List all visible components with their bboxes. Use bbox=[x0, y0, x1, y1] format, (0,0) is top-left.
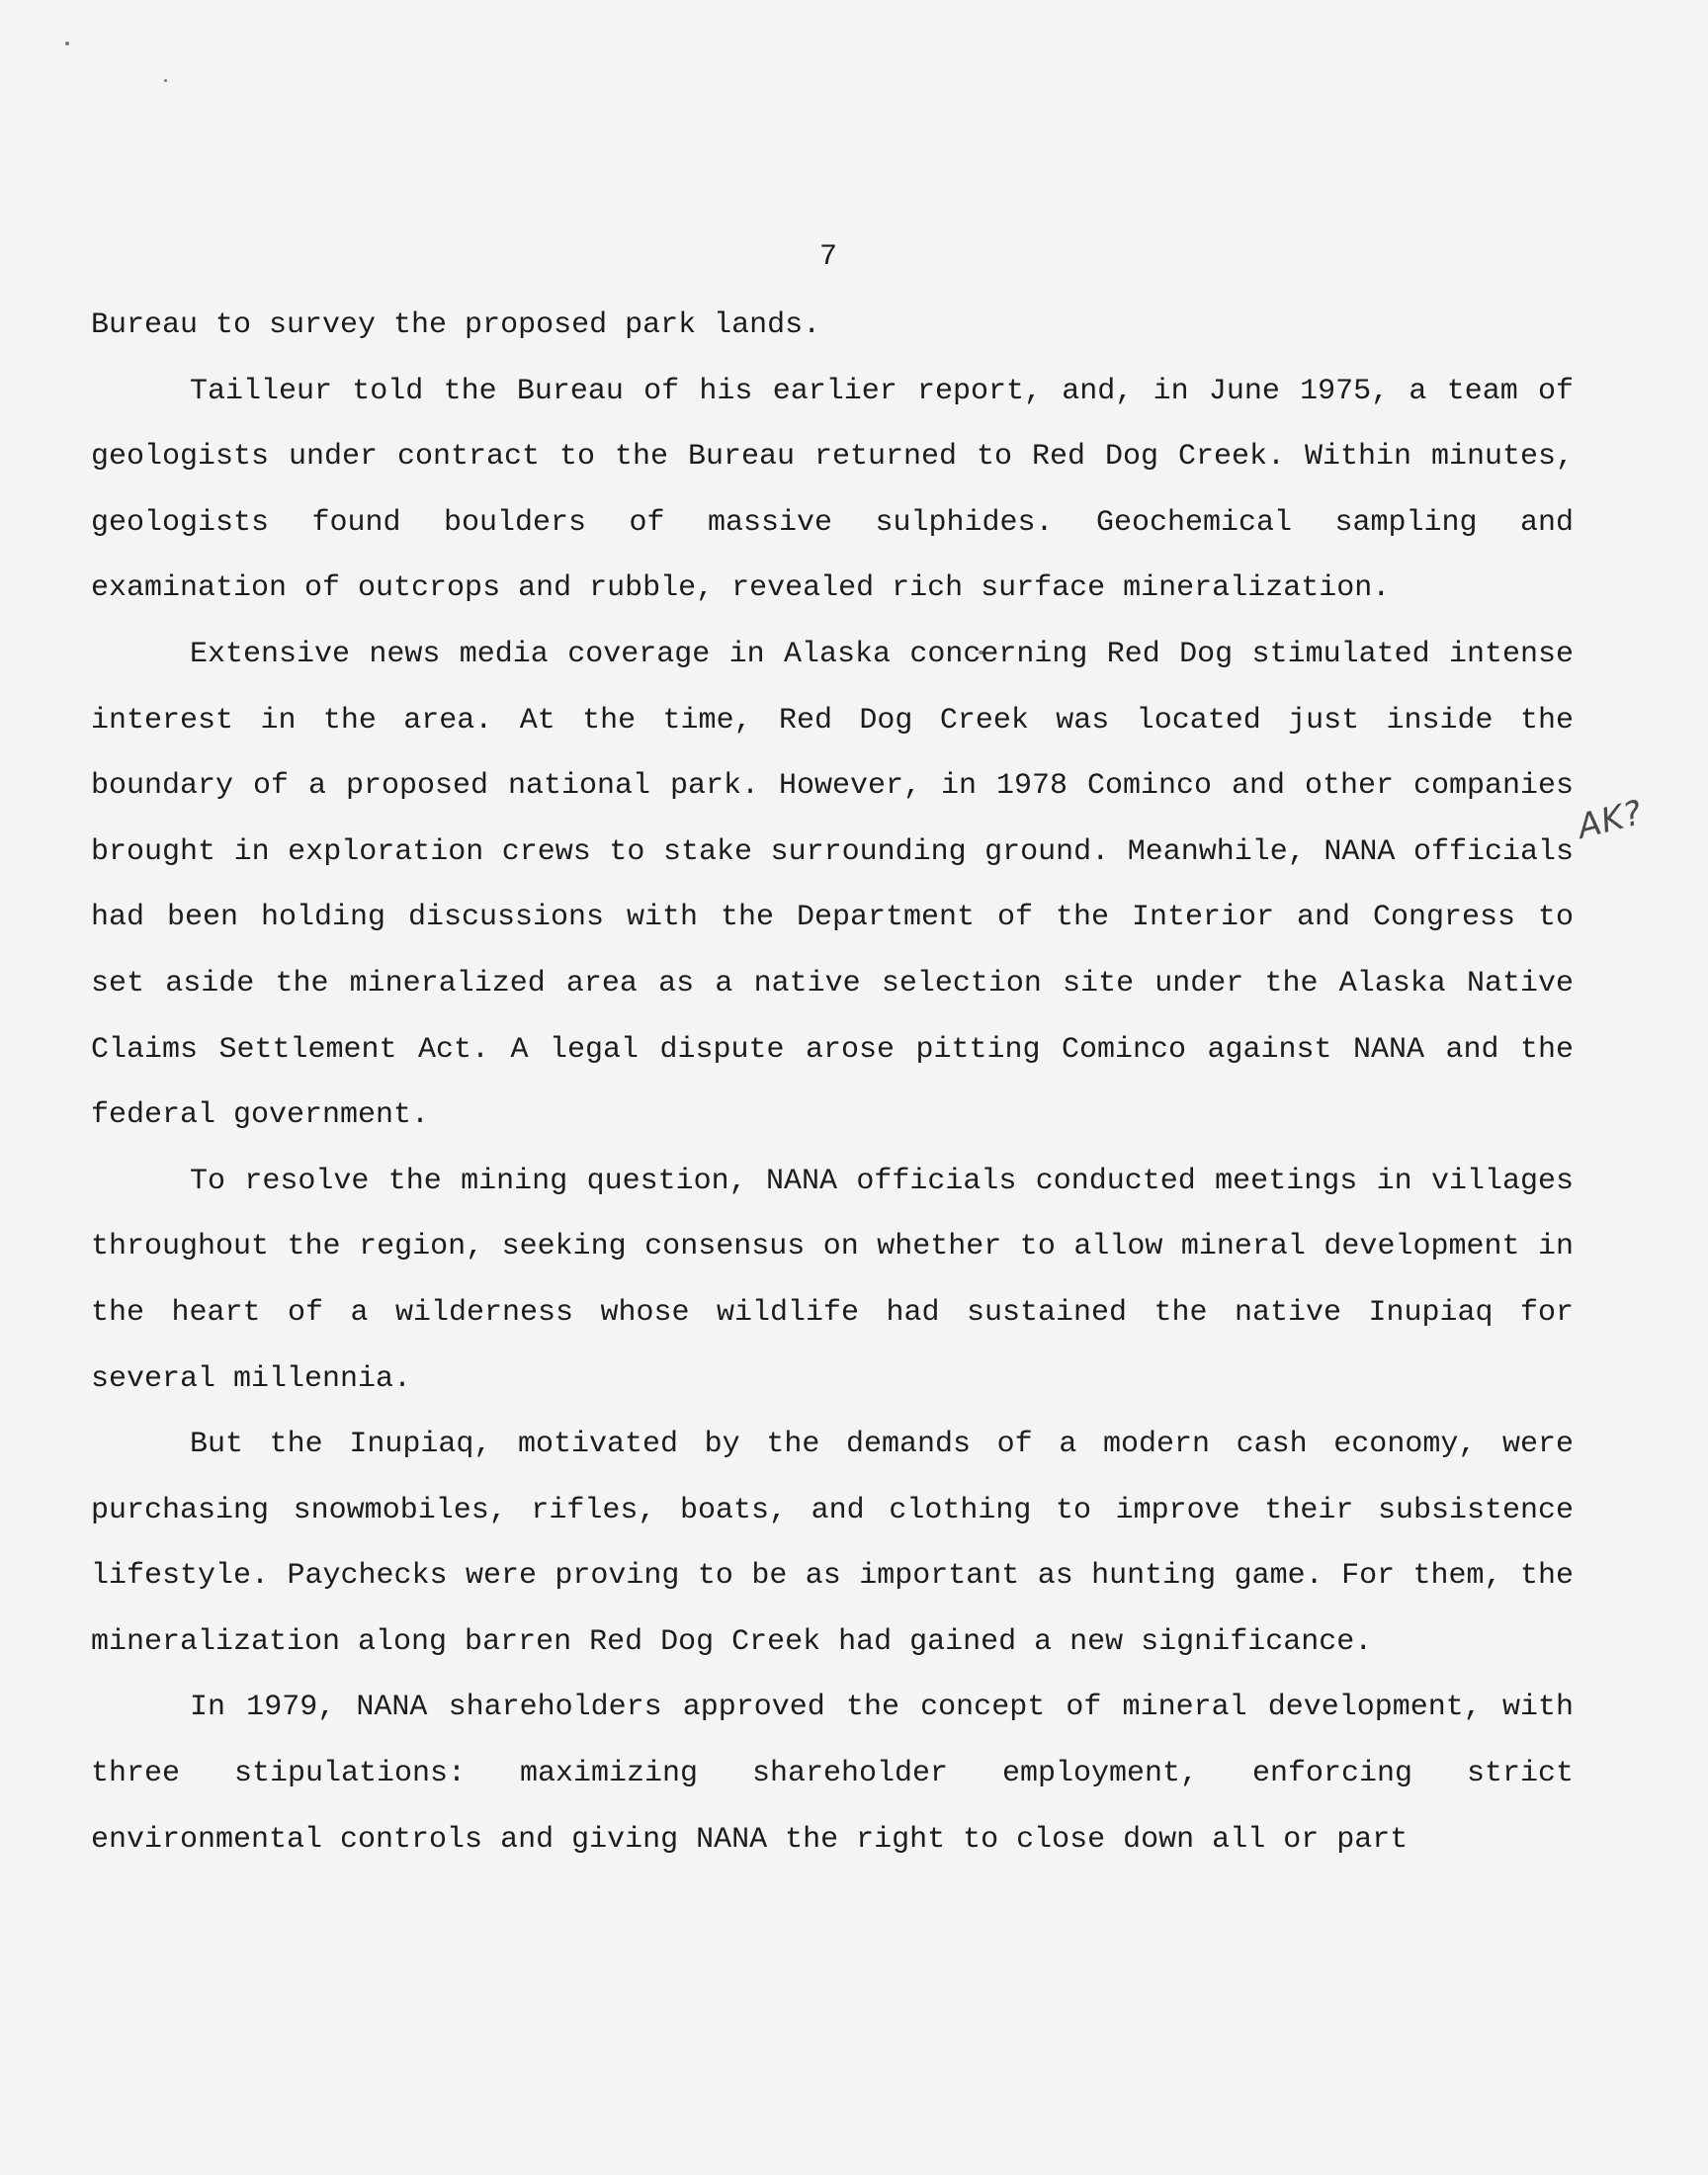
scan-speck bbox=[164, 79, 167, 82]
scan-speck bbox=[65, 42, 69, 45]
page-number: 7 bbox=[818, 240, 837, 274]
body-text bbox=[91, 293, 1574, 1872]
paragraph: Bureau to survey the proposed park lands. bbox=[91, 308, 821, 342]
paragraph: In 1979, NANA shareholders approved the concept of mineral development, with three stipulations: maximizing shareholder employment, enforcing strict environmental controls and giving NANA the right to close down all or part bbox=[91, 1691, 1574, 1857]
paragraph: Tailleur told the Bureau of his earlier report, and, in June 1975, a team of geologists under contract to the Bureau returned to Red Dog Creek. Within minutes, geologists found boulders of massive sulphides. Geochemical sampling and examination of outcrops and rubble, revealed rich surface mineralization. bbox=[91, 374, 1574, 606]
paragraph: But the Inupiaq, motivated by the demands of a modern cash economy, were purchasing snowmobiles, rifles, boats, and clothing to improve their subsistence lifestyle. Paychecks were proving to be as important as hunting game. For them, the mineralization along barren Red Dog Creek had gained a new significance. bbox=[91, 1428, 1574, 1659]
paragraph: To resolve the mining question, NANA officials conducted meetings in villages throughout the region, seeking consensus on whether to allow mineral development in the heart of a wilderness whose wildlife had sustained the native Inupiaq for several millennia. bbox=[91, 1164, 1574, 1396]
handwritten-margin-note: AK? bbox=[1574, 792, 1648, 847]
paragraph: Extensive news media coverage in Alaska concerning Red Dog stimulated intense interest in the area. At the time, Red Dog Creek was located just inside the boundary of a proposed national park. However, in 1978 Cominco and other companies brought in exploration crews to stake surrounding ground. Meanwhile, NANA officials had been holding discussions with the Department of the Interior and Congress to set aside the mineralized area as a native selection site under the Alaska Native Claims Settlement Act. A legal dispute arose pitting Cominco against NANA and the federal government. bbox=[91, 637, 1574, 1133]
